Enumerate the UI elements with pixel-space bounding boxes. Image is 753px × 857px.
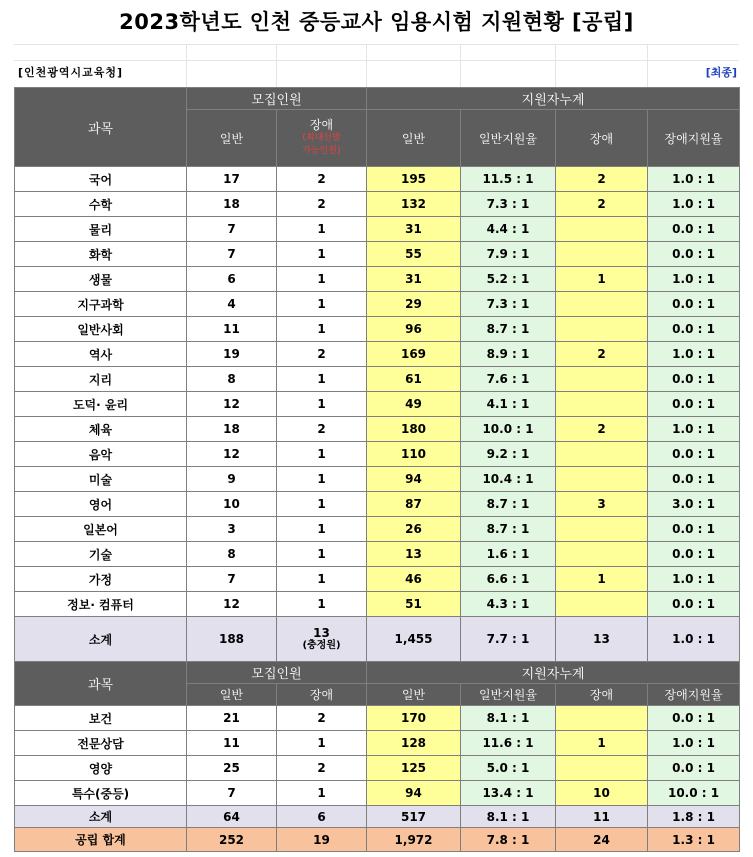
summary-recruit-disabled-cell [277,617,367,662]
recruit-disabled-cell: 1 [277,542,367,567]
header2-recruit: 모집인원 [187,662,367,684]
subject-cell: 화학 [15,242,187,267]
summary-disabled-ratio-cell: 1.8 : 1 [648,806,740,828]
disabled-ratio-cell: 1.0 : 1 [648,417,740,442]
general-ratio-cell: 11.6 : 1 [461,731,556,756]
subject-cell: 수학 [15,192,187,217]
summary-recruit-disabled-value: 19 [313,832,330,847]
table-row [15,292,740,317]
general-ratio-cell: 4.3 : 1 [461,592,556,617]
disabled-ratio-cell: 1.0 : 1 [648,731,740,756]
recruit-general-cell: 8 [187,542,277,567]
recruit-disabled-cell: 2 [277,756,367,781]
applicant-general-cell: 94 [367,781,461,806]
general-ratio-cell: 7.3 : 1 [461,292,556,317]
recruit-general-cell: 6 [187,267,277,292]
table-row [15,192,740,217]
table-row [15,706,740,731]
summary-disabled-ratio-cell: 1.0 : 1 [648,617,740,662]
general-ratio-cell: 11.5 : 1 [461,167,556,192]
header-applicants: 지원자누계 [367,88,740,110]
subtotal-row [15,617,740,662]
applicant-disabled-cell: 1 [556,731,648,756]
recruit-disabled-cell: 1 [277,781,367,806]
applicant-disabled-cell [556,592,648,617]
recruit-disabled-cell: 2 [277,342,367,367]
recruit-disabled-cell: 1 [277,567,367,592]
header-subject: 과목 [15,88,187,167]
summary-recruit-general-cell: 188 [187,617,277,662]
recruit-disabled-cell: 1 [277,217,367,242]
recruit-general-cell: 7 [187,781,277,806]
table-row [15,592,740,617]
applicant-general-cell: 31 [367,267,461,292]
recruit-general-cell: 12 [187,392,277,417]
recruit-disabled-cell: 1 [277,292,367,317]
recruit-general-cell: 12 [187,592,277,617]
header-app-general: 일반 [367,110,461,167]
applicant-disabled-cell [556,367,648,392]
disabled-ratio-cell: 0.0 : 1 [648,756,740,781]
general-ratio-cell: 5.2 : 1 [461,267,556,292]
applicant-general-cell: 13 [367,542,461,567]
recruit-disabled-cell: 2 [277,192,367,217]
header2-app-disabled: 장애 [556,684,648,706]
applicant-general-cell: 195 [367,167,461,192]
sheet-gridline [460,44,461,87]
applicant-disabled-cell [556,542,648,567]
applicant-general-cell: 61 [367,367,461,392]
table-row [15,367,740,392]
recruit-general-cell: 3 [187,517,277,542]
table-row [15,542,740,567]
summary-recruit-disabled-value: 6 [317,809,326,824]
subject-cell: 미술 [15,467,187,492]
subject-cell: 영어 [15,492,187,517]
summary-applicant-disabled-cell: 13 [556,617,648,662]
subject-cell: 물리 [15,217,187,242]
summary-label-cell: 소계 [15,617,187,662]
general-ratio-cell: 8.1 : 1 [461,706,556,731]
subject-cell: 지리 [15,367,187,392]
disabled-ratio-cell: 0.0 : 1 [648,367,740,392]
table-row [15,517,740,542]
recruit-disabled-cell: 1 [277,242,367,267]
disabled-ratio-cell: 1.0 : 1 [648,192,740,217]
general-ratio-cell: 4.4 : 1 [461,217,556,242]
sheet-gridline [555,44,556,87]
recruit-disabled-cell: 2 [277,417,367,442]
header-general-ratio: 일반지원율 [461,110,556,167]
applicant-general-cell: 51 [367,592,461,617]
disabled-ratio-cell: 0.0 : 1 [648,542,740,567]
applicant-disabled-cell: 1 [556,267,648,292]
recruit-disabled-cell: 1 [277,517,367,542]
disabled-ratio-cell: 0.0 : 1 [648,217,740,242]
summary-recruit-general-cell: 252 [187,828,277,852]
subject-cell: 음악 [15,442,187,467]
applicant-disabled-cell [556,517,648,542]
applicant-disabled-cell [556,756,648,781]
table-row [15,492,740,517]
recruit-general-cell: 10 [187,492,277,517]
header2-row-1 [15,662,740,684]
table-row [15,567,740,592]
applicant-disabled-cell: 2 [556,417,648,442]
general-ratio-cell: 7.9 : 1 [461,242,556,267]
subject-cell: 생물 [15,267,187,292]
general-ratio-cell: 10.0 : 1 [461,417,556,442]
applicant-disabled-cell [556,392,648,417]
table-row [15,317,740,342]
summary-general-ratio-cell: 7.7 : 1 [461,617,556,662]
applicant-general-cell: 94 [367,467,461,492]
recruit-general-cell: 17 [187,167,277,192]
subject-cell: 지구과학 [15,292,187,317]
general-ratio-cell: 7.3 : 1 [461,192,556,217]
subject-cell: 국어 [15,167,187,192]
recruit-disabled-cell: 2 [277,167,367,192]
summary-recruit-disabled-value: 13 [313,626,330,640]
summary-general-ratio-cell: 8.1 : 1 [461,806,556,828]
recruit-disabled-cell: 1 [277,731,367,756]
disabled-ratio-cell: 0.0 : 1 [648,706,740,731]
recruit-general-cell: 19 [187,342,277,367]
applicant-general-cell: 96 [367,317,461,342]
subject-cell: 도덕· 윤리 [15,392,187,417]
disabled-ratio-cell: 0.0 : 1 [648,442,740,467]
recruit-general-cell: 7 [187,217,277,242]
summary-label-cell: 공립 합계 [15,828,187,852]
general-ratio-cell: 8.9 : 1 [461,342,556,367]
summary-general-ratio-cell: 7.8 : 1 [461,828,556,852]
subject-cell: 일본어 [15,517,187,542]
org-label: [인천광역시교육청] [18,66,124,79]
disabled-ratio-cell: 1.0 : 1 [648,567,740,592]
table-row [15,342,740,367]
disabled-ratio-cell: 3.0 : 1 [648,492,740,517]
header2-app-general: 일반 [367,684,461,706]
general-ratio-cell: 7.6 : 1 [461,367,556,392]
disabled-ratio-cell: 0.0 : 1 [648,592,740,617]
applicant-disabled-cell [556,706,648,731]
applicant-disabled-cell [556,242,648,267]
table-row [15,167,740,192]
recruit-general-cell: 18 [187,417,277,442]
table-row [15,731,740,756]
recruit-disabled-cell: 1 [277,267,367,292]
header-general: 일반 [187,110,277,167]
applicant-disabled-cell [556,217,648,242]
table-row [15,467,740,492]
summary-disabled-ratio-cell: 1.3 : 1 [648,828,740,852]
sheet-gridline [14,44,739,45]
sheet-gridline [366,44,367,87]
subject-cell: 영양 [15,756,187,781]
general-ratio-cell: 5.0 : 1 [461,756,556,781]
recruit-general-cell: 25 [187,756,277,781]
header-disabled-ratio: 장애지원율 [648,110,740,167]
summary-applicant-disabled-cell: 24 [556,828,648,852]
header2-subject: 과목 [15,662,187,706]
general-ratio-cell: 6.6 : 1 [461,567,556,592]
disabled-ratio-cell: 1.0 : 1 [648,167,740,192]
applicant-disabled-cell: 2 [556,192,648,217]
applicant-general-cell: 31 [367,217,461,242]
disabled-ratio-cell: 0.0 : 1 [648,392,740,417]
header-disabled [277,110,367,167]
general-ratio-cell: 8.7 : 1 [461,492,556,517]
summary-applicant-general-cell: 1,455 [367,617,461,662]
recruit-disabled-cell: 1 [277,467,367,492]
recruit-general-cell: 8 [187,367,277,392]
applicant-general-cell: 125 [367,756,461,781]
general-ratio-cell: 10.4 : 1 [461,467,556,492]
subject-cell: 역사 [15,342,187,367]
summary-applicant-general-cell: 1,972 [367,828,461,852]
applicant-general-cell: 110 [367,442,461,467]
sheet-gridline [14,60,739,61]
disabled-ratio-cell: 0.0 : 1 [648,242,740,267]
applicant-general-cell: 132 [367,192,461,217]
disabled-ratio-cell: 1.0 : 1 [648,267,740,292]
general-ratio-cell: 8.7 : 1 [461,317,556,342]
sheet-gridline [647,44,648,87]
sheet-gridline [186,44,187,87]
disabled-ratio-cell: 0.0 : 1 [648,317,740,342]
subject-cell: 가정 [15,567,187,592]
general-ratio-cell: 9.2 : 1 [461,442,556,467]
recruit-general-cell: 7 [187,242,277,267]
subject-cell: 기술 [15,542,187,567]
applicant-disabled-cell: 2 [556,167,648,192]
final-label: [최종] [705,66,737,79]
table-row [15,217,740,242]
applicant-disabled-cell [556,442,648,467]
applicant-table [14,87,740,852]
applicant-disabled-cell: 3 [556,492,648,517]
table-row [15,417,740,442]
header-disabled-note-1: (최대선발 [302,133,341,143]
recruit-disabled-cell: 2 [277,706,367,731]
general-ratio-cell: 1.6 : 1 [461,542,556,567]
table-row [15,781,740,806]
recruit-general-cell: 9 [187,467,277,492]
applicant-general-cell: 49 [367,392,461,417]
table-row [15,392,740,417]
header-recruit: 모집인원 [187,88,367,110]
applicant-general-cell: 29 [367,292,461,317]
header2-applicants: 지원자누계 [367,662,740,684]
recruit-disabled-cell: 1 [277,592,367,617]
disabled-ratio-cell: 1.0 : 1 [648,342,740,367]
applicant-general-cell: 170 [367,706,461,731]
subject-cell: 보건 [15,706,187,731]
header-disabled-label: 장애 [309,118,334,132]
applicant-disabled-cell [556,292,648,317]
summary-recruit-general-cell: 64 [187,806,277,828]
table-row [15,442,740,467]
summary-recruit-disabled-cell [277,806,367,828]
summary-applicant-general-cell: 517 [367,806,461,828]
disabled-ratio-cell: 10.0 : 1 [648,781,740,806]
applicant-general-cell: 180 [367,417,461,442]
subject-cell: 체육 [15,417,187,442]
summary-applicant-disabled-cell: 11 [556,806,648,828]
table-row [15,756,740,781]
general-ratio-cell: 8.7 : 1 [461,517,556,542]
recruit-general-cell: 11 [187,317,277,342]
applicant-general-cell: 169 [367,342,461,367]
recruit-disabled-cell: 1 [277,492,367,517]
recruit-general-cell: 12 [187,442,277,467]
page-title: 2023학년도 인천 중등교사 임용시험 지원현황 [공립] [119,10,634,34]
applicant-disabled-cell: 10 [556,781,648,806]
subject-cell: 정보· 컴퓨터 [15,592,187,617]
recruit-general-cell: 21 [187,706,277,731]
recruit-general-cell: 7 [187,567,277,592]
recruit-general-cell: 11 [187,731,277,756]
applicant-disabled-cell: 1 [556,567,648,592]
applicant-general-cell: 46 [367,567,461,592]
table-row [15,267,740,292]
general-ratio-cell: 13.4 : 1 [461,781,556,806]
header-disabled-note-2: 가능인원) [302,146,341,156]
disabled-ratio-cell: 0.0 : 1 [648,467,740,492]
sheet-gridline [276,44,277,87]
header-row-1 [15,88,740,110]
general-ratio-cell: 4.1 : 1 [461,392,556,417]
recruit-general-cell: 18 [187,192,277,217]
disabled-ratio-cell: 0.0 : 1 [648,292,740,317]
recruit-disabled-cell: 1 [277,317,367,342]
subject-cell: 특수(중등) [15,781,187,806]
recruit-general-cell: 4 [187,292,277,317]
header2-general-ratio: 일반지원율 [461,684,556,706]
applicant-disabled-cell [556,317,648,342]
recruit-disabled-cell: 1 [277,392,367,417]
applicant-disabled-cell: 2 [556,342,648,367]
header2-disabled: 장애 [277,684,367,706]
recruit-disabled-cell: 1 [277,367,367,392]
applicant-general-cell: 26 [367,517,461,542]
subtotal-row [15,806,740,828]
applicant-general-cell: 87 [367,492,461,517]
total-row [15,828,740,852]
header2-general: 일반 [187,684,277,706]
applicant-disabled-cell [556,467,648,492]
header-app-disabled: 장애 [556,110,648,167]
table-row [15,242,740,267]
summary-recruit-disabled-cell [277,828,367,852]
subject-cell: 일반사회 [15,317,187,342]
subject-cell: 전문상담 [15,731,187,756]
summary-label-cell: 소계 [15,806,187,828]
applicant-general-cell: 55 [367,242,461,267]
summary-recruit-disabled-note: (충정원) [302,640,341,651]
header2-disabled-ratio: 장애지원율 [648,684,740,706]
disabled-ratio-cell: 0.0 : 1 [648,517,740,542]
applicant-general-cell: 128 [367,731,461,756]
recruit-disabled-cell: 1 [277,442,367,467]
